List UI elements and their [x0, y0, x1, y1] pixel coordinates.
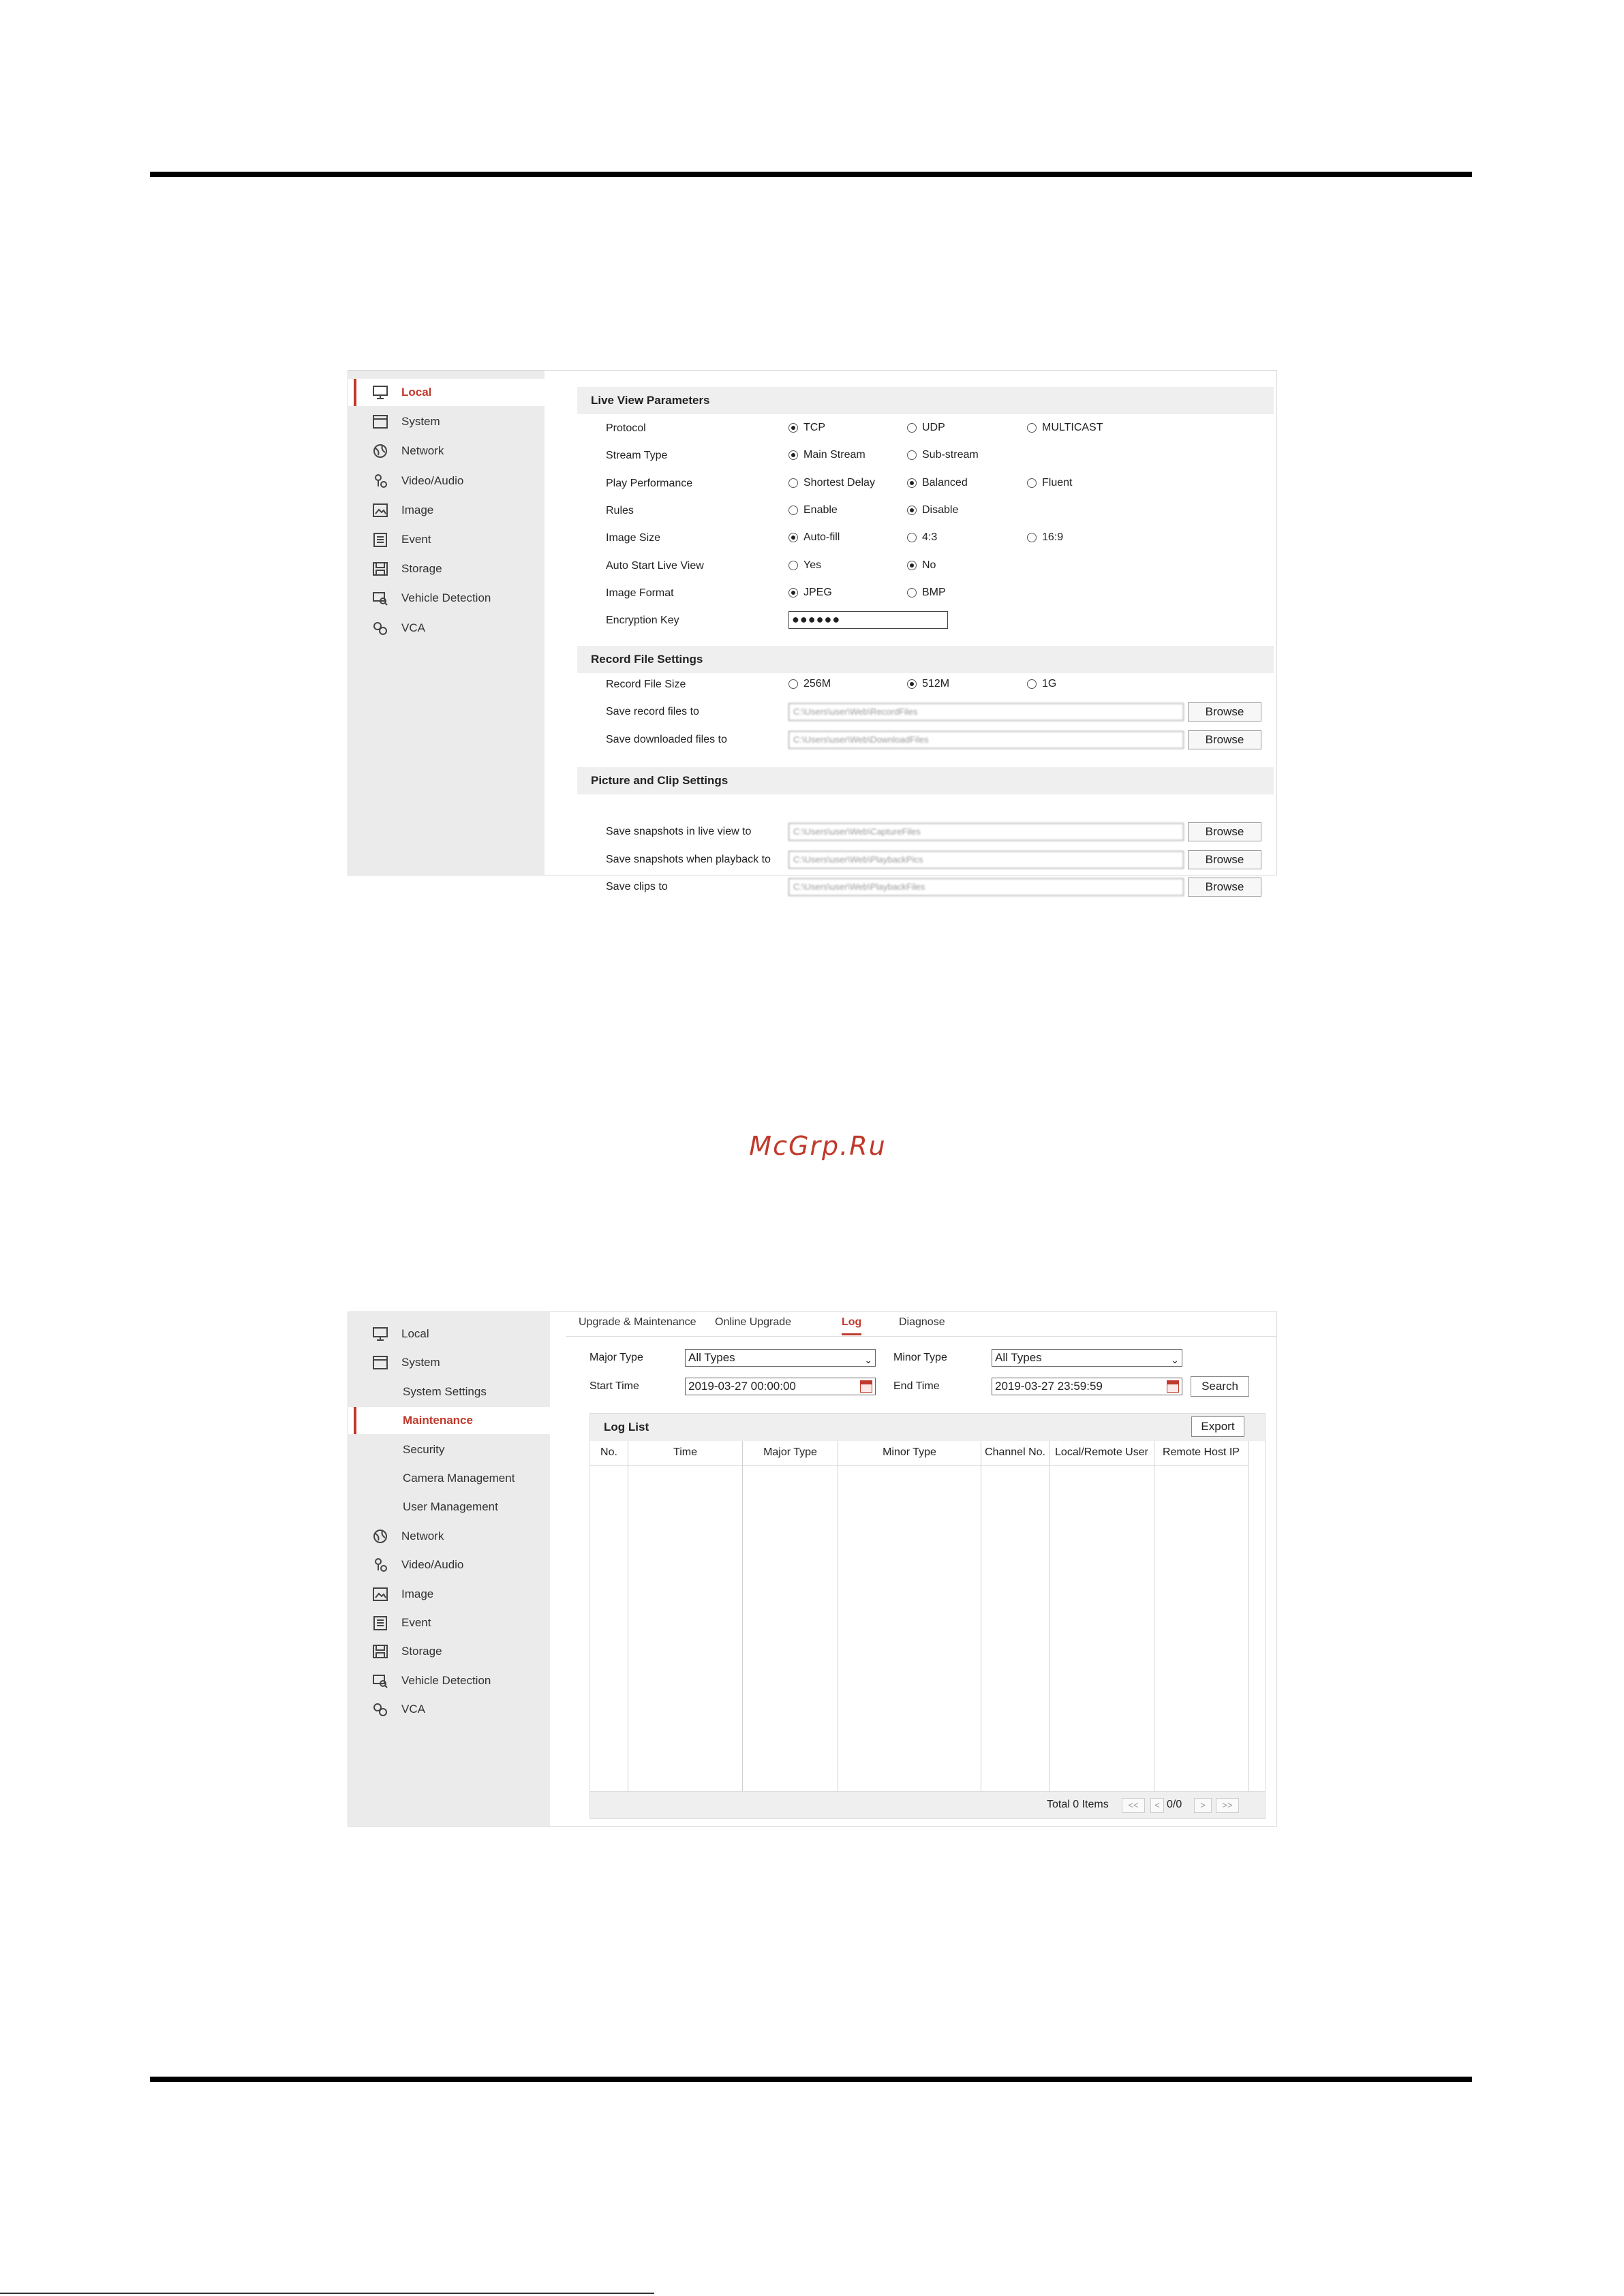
option-label: Yes	[803, 559, 822, 571]
image-size-option-auto-fill[interactable]	[788, 531, 840, 544]
monitor-icon	[371, 1326, 389, 1342]
option-label: 256M	[803, 678, 831, 689]
sidebar-item-label: Event	[401, 1616, 431, 1629]
sidebar-item-event[interactable]	[348, 1609, 550, 1636]
radio-icon[interactable]	[907, 561, 917, 570]
system-icon	[371, 1354, 389, 1371]
column-header[interactable]: Time	[628, 1441, 742, 1465]
encryption-key-label: Encryption Key	[606, 615, 679, 626]
picture-path-input[interactable]: C:\Users\user\Web\PlaybackFiles	[788, 878, 1184, 896]
top-rule	[150, 172, 1472, 177]
log-table	[590, 1441, 1265, 1793]
globe-icon	[371, 443, 389, 459]
radio-icon[interactable]	[907, 423, 917, 433]
calendar-icon[interactable]	[1167, 1380, 1179, 1393]
radio-icon[interactable]	[907, 506, 917, 515]
major-type-value: All Types	[688, 1351, 735, 1364]
pager-button[interactable]: >	[1194, 1798, 1212, 1813]
sidebar	[348, 1312, 550, 1826]
sidebar-item-system[interactable]	[348, 1349, 550, 1376]
sidebar-item-video-audio[interactable]	[348, 1551, 550, 1579]
option-label: 16:9	[1042, 531, 1064, 544]
play-performance-option-shortest-delay[interactable]	[788, 477, 875, 489]
sidebar-item-label: System	[401, 415, 440, 429]
option-label: JPEG	[803, 586, 832, 598]
rules-label: Rules	[606, 504, 634, 516]
sidebar-item-label: VCA	[401, 621, 425, 634]
tab-upgrade-maintenance[interactable]: Upgrade & Maintenance	[579, 1316, 696, 1328]
option-label: Sub-stream	[922, 449, 979, 461]
sidebar-item-event[interactable]	[348, 526, 545, 553]
sidebar-item-video-audio[interactable]	[348, 467, 545, 495]
pager-button[interactable]: <<	[1122, 1798, 1145, 1813]
image-icon	[371, 1586, 389, 1602]
column-header[interactable]: Local/Remote User	[1050, 1441, 1154, 1465]
chevron-down-icon: ⌄	[864, 1354, 872, 1365]
record-file-size-label: Record File Size	[606, 679, 686, 690]
vehicle-detection-icon	[371, 590, 389, 606]
option-label: 1G	[1042, 678, 1057, 689]
option-label: Main Stream	[803, 449, 865, 461]
picture-path-input[interactable]: C:\Users\user\Web\CaptureFiles	[788, 823, 1184, 841]
sidebar-item-label: Local	[401, 1327, 429, 1340]
play-performance-option-balanced[interactable]	[907, 477, 968, 489]
table-column	[838, 1441, 981, 1793]
log-list-title: Log List	[604, 1421, 649, 1433]
radio-icon[interactable]	[1027, 679, 1037, 689]
record-file-size-option-256m[interactable]	[788, 678, 831, 690]
browse-button[interactable]: Browse	[1188, 850, 1261, 869]
sidebar-item-network[interactable]	[348, 437, 545, 465]
sidebar-item-vca[interactable]	[348, 1696, 550, 1723]
option-label: MULTICAST	[1042, 422, 1103, 433]
end-time-input[interactable]	[992, 1378, 1182, 1395]
sidebar-item-local[interactable]	[348, 1320, 550, 1348]
footer-line	[0, 2293, 654, 2294]
table-column	[590, 1441, 628, 1793]
tab-online-upgrade[interactable]: Online Upgrade	[715, 1316, 792, 1328]
sidebar-item-network[interactable]	[348, 1523, 550, 1550]
protocol-option-udp[interactable]	[907, 422, 945, 434]
sidebar-item-local[interactable]	[348, 379, 545, 406]
stream-type-option-main-stream[interactable]	[788, 449, 865, 461]
option-label: Shortest Delay	[803, 476, 875, 488]
image-format-label: Image Format	[606, 587, 674, 599]
record-path-label: Save record files to	[606, 706, 699, 717]
storage-icon	[371, 561, 389, 577]
sidebar-item-system-settings[interactable]	[348, 1378, 550, 1406]
tab-diagnose[interactable]: Diagnose	[899, 1316, 945, 1328]
sidebar-item-label: Camera Management	[403, 1472, 515, 1485]
end-time-label: End Time	[893, 1380, 940, 1392]
record-file-size-option-1g[interactable]	[1027, 678, 1056, 690]
radio-icon[interactable]	[788, 450, 798, 460]
option-label: UDP	[922, 422, 945, 433]
sidebar-item-label: Network	[401, 444, 444, 458]
browse-button[interactable]: Browse	[1188, 730, 1261, 749]
sidebar-item-label: Security	[403, 1442, 445, 1456]
sidebar	[348, 371, 545, 875]
record-section-title: Record File Settings	[577, 646, 1274, 673]
option-label: TCP	[803, 422, 825, 433]
sidebar-item-storage[interactable]	[348, 555, 545, 583]
option-label: 4:3	[922, 531, 938, 544]
image-format-option-jpeg[interactable]	[788, 587, 832, 599]
table-column	[743, 1441, 838, 1793]
export-button[interactable]: Export	[1191, 1416, 1244, 1437]
sidebar-item-vca[interactable]	[348, 615, 545, 642]
sidebar-item-label: Maintenance	[403, 1414, 473, 1427]
video-audio-icon	[371, 1557, 389, 1573]
sidebar-item-label: Vehicle Detection	[401, 591, 491, 605]
storage-icon	[371, 1643, 389, 1660]
video-audio-icon	[371, 473, 389, 489]
picture-path-input[interactable]: C:\Users\user\Web\PlaybackPics	[788, 851, 1184, 869]
record-path-input[interactable]: C:\Users\user\Web\RecordFiles	[788, 703, 1184, 721]
sidebar-item-storage[interactable]	[348, 1638, 550, 1665]
table-column	[1154, 1441, 1248, 1793]
sidebar-item-user-management[interactable]	[348, 1493, 550, 1521]
total-items: Total 0 Items	[1047, 1799, 1109, 1810]
sidebar-item-label: Vehicle Detection	[401, 1673, 491, 1687]
option-label: Enable	[803, 503, 838, 516]
auto-start-live-view-option-yes[interactable]	[788, 559, 821, 572]
picture-path-label: Save snapshots when playback to	[606, 853, 771, 865]
tab-log[interactable]: Log	[842, 1316, 861, 1335]
picture-path-label: Save clips to	[606, 881, 668, 893]
start-time-value: 2019-03-27 00:00:00	[688, 1380, 796, 1393]
sidebar-item-label: Image	[401, 1587, 434, 1600]
image-size-label: Image Size	[606, 532, 661, 544]
auto-start-live-view-label: Auto Start Live View	[606, 559, 704, 572]
chevron-down-icon: ⌄	[1171, 1354, 1179, 1365]
option-label: BMP	[922, 586, 946, 598]
sidebar-item-image[interactable]	[348, 1581, 550, 1608]
column-header[interactable]: Channel No.	[981, 1441, 1049, 1465]
radio-icon[interactable]	[788, 478, 798, 488]
radio-icon[interactable]	[1027, 533, 1037, 542]
play-performance-label: Play Performance	[606, 477, 693, 489]
calendar-icon[interactable]	[860, 1380, 872, 1393]
globe-icon	[371, 1528, 389, 1545]
event-icon	[371, 531, 389, 548]
sidebar-item-security[interactable]	[348, 1436, 550, 1463]
radio-icon[interactable]	[1027, 423, 1037, 433]
sidebar-item-label: Storage	[401, 562, 442, 576]
option-label: Disable	[922, 503, 959, 516]
pager-button[interactable]: >>	[1216, 1798, 1239, 1813]
vehicle-detection-icon	[371, 1673, 389, 1689]
browse-button[interactable]: Browse	[1188, 878, 1261, 897]
local-config-screenshot	[348, 370, 1277, 893]
sidebar-item-label: Local	[401, 386, 432, 399]
stream-type-label: Stream Type	[606, 450, 668, 462]
minor-type-label: Minor Type	[893, 1352, 947, 1363]
pagination	[590, 1791, 1265, 1818]
system-icon	[371, 414, 389, 430]
sidebar-item-label: User Management	[403, 1500, 498, 1514]
image-icon	[371, 502, 389, 518]
radio-icon[interactable]	[1027, 478, 1037, 488]
sidebar-item-label: System	[401, 1356, 440, 1369]
search-button[interactable]: Search	[1191, 1376, 1249, 1397]
play-performance-option-fluent[interactable]	[1027, 477, 1072, 489]
page-indicator: 0/0	[1167, 1799, 1182, 1810]
rules-option-enable[interactable]	[788, 504, 838, 516]
browse-button[interactable]: Browse	[1188, 702, 1261, 722]
column-header[interactable]: Remote Host IP	[1154, 1441, 1248, 1465]
start-time-input[interactable]	[685, 1378, 876, 1395]
option-label: Balanced	[922, 476, 968, 488]
major-type-label: Major Type	[589, 1352, 643, 1363]
watermark: McGrp.Ru	[749, 1131, 887, 1161]
sidebar-item-label: Network	[401, 1529, 444, 1542]
option-label: Auto-fill	[803, 531, 840, 544]
log-list-header	[590, 1414, 1265, 1441]
end-time-value: 2019-03-27 23:59:59	[995, 1380, 1103, 1393]
tab-bar	[566, 1312, 1276, 1337]
radio-icon[interactable]	[788, 561, 798, 570]
table-column	[981, 1441, 1050, 1793]
sidebar-item-label: VCA	[401, 1703, 425, 1716]
start-time-label: Start Time	[589, 1380, 639, 1392]
table-column	[1050, 1441, 1154, 1793]
option-label: Fluent	[1042, 476, 1073, 488]
stream-type-option-sub-stream[interactable]	[907, 449, 979, 461]
radio-icon[interactable]	[788, 506, 798, 515]
radio-icon[interactable]	[907, 478, 917, 488]
sidebar-item-maintenance[interactable]	[348, 1407, 550, 1434]
log-list	[589, 1413, 1266, 1819]
record-path-label: Save downloaded files to	[606, 733, 727, 745]
picture-path-label: Save snapshots in live view to	[606, 826, 752, 837]
live-view-section-title: Live View Parameters	[577, 387, 1274, 414]
sidebar-item-system[interactable]	[348, 408, 545, 435]
auto-start-live-view-option-no[interactable]	[907, 559, 936, 572]
encryption-key-input[interactable]: ●●●●●●	[788, 611, 948, 629]
rules-option-disable[interactable]	[907, 504, 958, 516]
minor-type-value: All Types	[995, 1351, 1042, 1364]
protocol-label: Protocol	[606, 422, 646, 434]
sidebar-item-label: Event	[401, 533, 431, 546]
column-header[interactable]: Major Type	[743, 1441, 838, 1465]
sidebar-item-label: Video/Audio	[401, 474, 464, 487]
browse-button[interactable]: Browse	[1188, 822, 1261, 841]
column-header[interactable]: No.	[590, 1441, 628, 1465]
sidebar-item-camera-management[interactable]	[348, 1465, 550, 1492]
table-column	[628, 1441, 743, 1793]
protocol-option-tcp[interactable]	[788, 422, 825, 434]
major-type-select[interactable]	[685, 1349, 876, 1367]
vca-icon	[371, 620, 389, 636]
record-file-size-option-512m[interactable]	[907, 678, 949, 690]
radio-icon[interactable]	[788, 423, 798, 433]
picture-section-title: Picture and Clip Settings	[577, 767, 1274, 794]
radio-icon[interactable]	[907, 588, 917, 598]
pager-button[interactable]: <	[1150, 1798, 1164, 1813]
radio-icon[interactable]	[907, 533, 917, 542]
option-label: No	[922, 559, 936, 571]
event-icon	[371, 1615, 389, 1631]
image-size-option-4-3[interactable]	[907, 531, 937, 544]
vca-icon	[371, 1701, 389, 1718]
sidebar-item-label: Video/Audio	[401, 1558, 464, 1572]
image-size-option-16-9[interactable]	[1027, 531, 1063, 544]
radio-icon[interactable]	[788, 533, 798, 542]
log-screenshot	[348, 1312, 1277, 1827]
option-label: 512M	[922, 678, 950, 689]
radio-icon[interactable]	[788, 679, 798, 689]
bottom-rule	[150, 2077, 1472, 2082]
minor-type-select[interactable]	[992, 1349, 1182, 1367]
column-header[interactable]: Minor Type	[838, 1441, 981, 1465]
image-format-option-bmp[interactable]	[907, 587, 946, 599]
sidebar-item-image[interactable]	[348, 497, 545, 524]
sidebar-item-vehicle-detection[interactable]	[348, 1667, 550, 1694]
radio-icon[interactable]	[788, 588, 798, 598]
record-path-input[interactable]: C:\Users\user\Web\DownloadFiles	[788, 731, 1184, 749]
radio-icon[interactable]	[907, 450, 917, 460]
sidebar-item-label: System Settings	[403, 1384, 487, 1398]
monitor-icon	[371, 384, 389, 401]
sidebar-item-label: Image	[401, 503, 434, 516]
sidebar-item-label: Storage	[401, 1645, 442, 1658]
protocol-option-multicast[interactable]	[1027, 422, 1103, 434]
radio-icon[interactable]	[907, 679, 917, 689]
sidebar-item-vehicle-detection[interactable]	[348, 585, 545, 612]
